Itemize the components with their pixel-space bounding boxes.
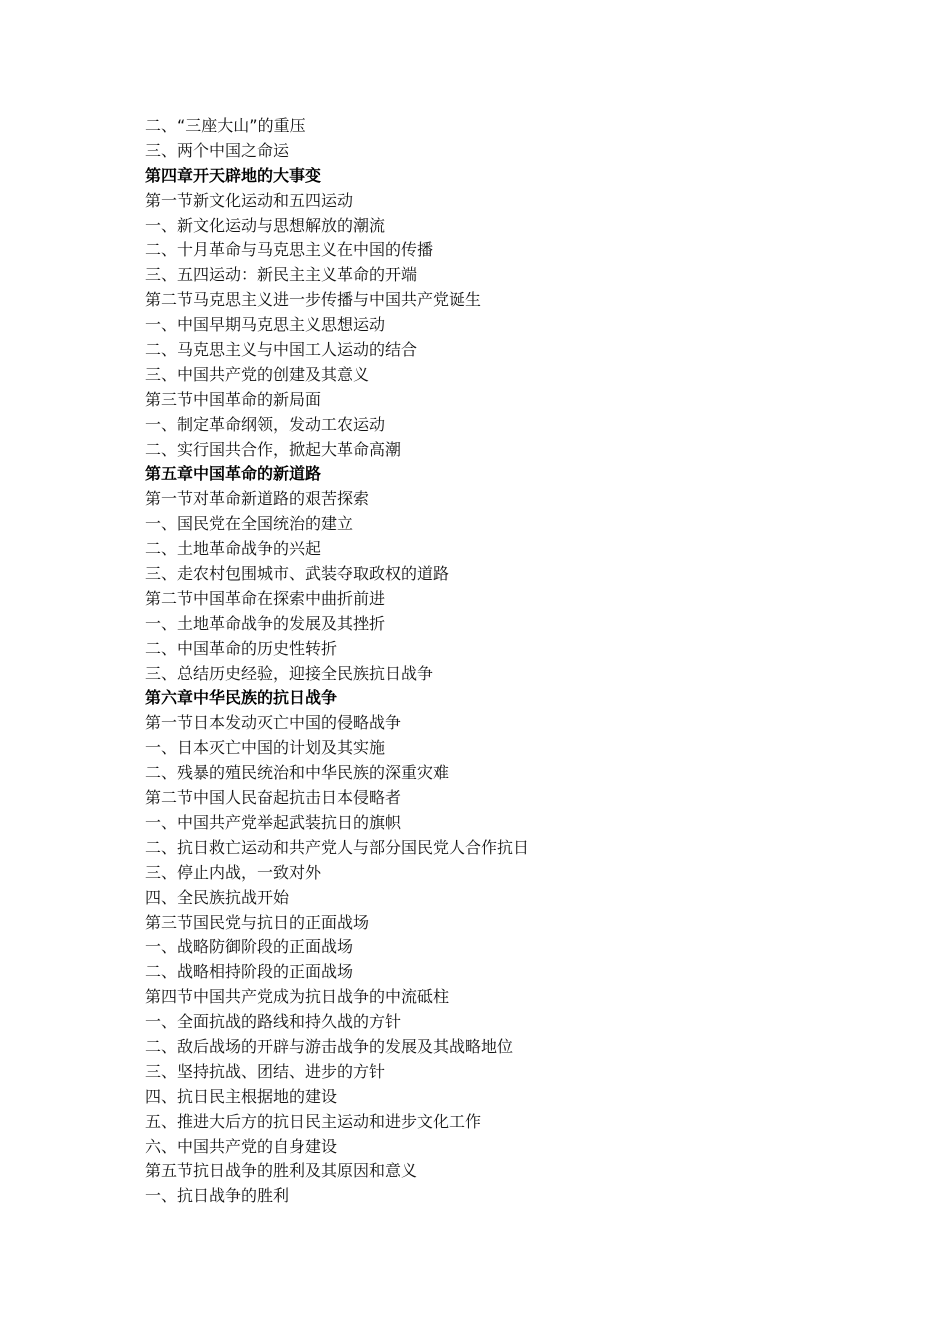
toc-item: 三、走农村包围城市、武装夺取政权的道路	[145, 564, 450, 584]
toc-item: 一、制定革命纲领，发动工农运动	[145, 414, 386, 434]
toc-item: 一、中国共产党举起武装抗日的旗帜	[145, 812, 402, 832]
section-heading: 第二节中国人民奋起抗击日本侵略者	[145, 788, 402, 808]
toc-item: 二、残暴的殖民统治和中华民族的深重灾难	[145, 763, 450, 783]
chapter-heading: 第六章中华民族的抗日战争	[145, 688, 338, 708]
section-heading: 第一节对革命新道路的艰苦探索	[145, 489, 370, 509]
section-heading: 第一节日本发动灭亡中国的侵略战争	[145, 713, 402, 733]
section-heading: 第二节马克思主义进一步传播与中国共产党诞生	[145, 290, 482, 310]
toc-item: 一、全面抗战的路线和持久战的方针	[145, 1012, 402, 1032]
toc-item: 二、十月革命与马克思主义在中国的传播	[145, 240, 434, 260]
toc-item: 二、实行国共合作，掀起大革命高潮	[145, 439, 402, 459]
toc-item: 二、“三座大山”的重压	[145, 116, 306, 135]
section-heading: 第五节抗日战争的胜利及其原因和意义	[145, 1161, 418, 1181]
toc-item: 四、全民族抗战开始	[145, 887, 290, 907]
section-heading: 第二节中国革命在探索中曲折前进	[145, 588, 386, 608]
toc-item: 一、日本灭亡中国的计划及其实施	[145, 738, 386, 758]
section-heading: 第三节中国革命的新局面	[145, 389, 322, 409]
toc-item: 一、抗日战争的胜利	[145, 1186, 290, 1206]
toc-item: 二、马克思主义与中国工人运动的结合	[145, 340, 418, 360]
toc-item: 六、中国共产党的自身建设	[145, 1136, 338, 1156]
toc-item: 三、坚持抗战、团结、进步的方针	[145, 1061, 386, 1081]
toc-item: 一、新文化运动与思想解放的潮流	[145, 215, 386, 235]
toc-item: 二、敌后战场的开辟与游击战争的发展及其战略地位	[145, 1036, 514, 1056]
toc-item: 一、土地革命战争的发展及其挫折	[145, 613, 386, 633]
chapter-heading: 第五章中国革命的新道路	[145, 464, 322, 484]
toc-item: 三、中国共产党的创建及其意义	[145, 364, 370, 384]
toc-item: 五、推进大后方的抗日民主运动和进步文化工作	[145, 1111, 482, 1131]
toc-item: 四、抗日民主根据地的建设	[145, 1086, 338, 1106]
toc-item: 一、中国早期马克思主义思想运动	[145, 315, 386, 335]
toc-item: 三、停止内战，一致对外	[145, 862, 322, 882]
table-of-contents	[145, 114, 905, 1209]
chapter-heading: 第四章开天辟地的大事变	[145, 165, 322, 185]
toc-item: 三、两个中国之命运	[145, 140, 290, 160]
toc-item: 三、总结历史经验，迎接全民族抗日战争	[145, 663, 434, 683]
toc-item: 二、战略相持阶段的正面战场	[145, 962, 354, 982]
section-heading: 第四节中国共产党成为抗日战争的中流砥柱	[145, 987, 450, 1007]
toc-item: 一、国民党在全国统治的建立	[145, 514, 354, 534]
toc-item: 一、战略防御阶段的正面战场	[145, 937, 354, 957]
toc-item: 二、土地革命战争的兴起	[145, 539, 322, 559]
toc-item: 二、中国革命的历史性转折	[145, 638, 338, 658]
section-heading: 第一节新文化运动和五四运动	[145, 190, 354, 210]
toc-item: 二、抗日救亡运动和共产党人与部分国民党人合作抗日	[145, 837, 530, 857]
toc-item: 三、五四运动：新民主主义革命的开端	[145, 265, 418, 285]
section-heading: 第三节国民党与抗日的正面战场	[145, 912, 370, 932]
